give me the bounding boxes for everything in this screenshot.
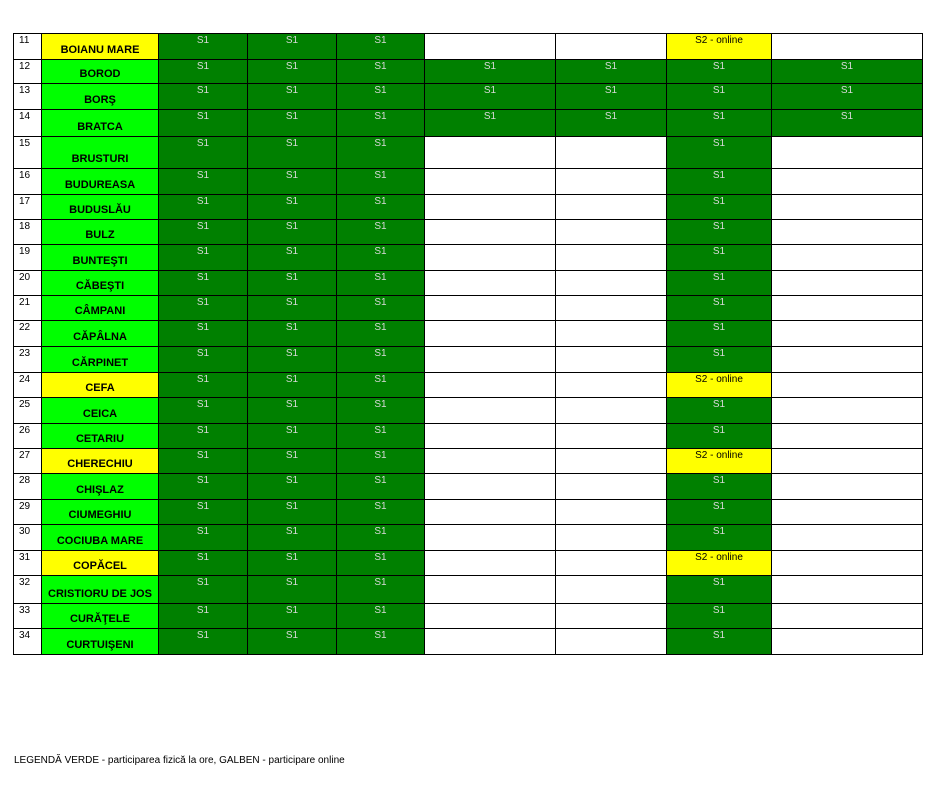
- session-cell: [425, 424, 556, 449]
- table-row: [14, 449, 923, 474]
- session-cell: S1: [337, 576, 425, 604]
- locality-name: CĂBEŞTI: [42, 271, 159, 296]
- session-cell: S1: [667, 347, 772, 373]
- session-cell: [425, 500, 556, 525]
- session-cell: S1: [159, 576, 248, 604]
- session-cell: S1: [337, 137, 425, 169]
- session-cell: [772, 604, 923, 629]
- session-cell: S1: [337, 525, 425, 551]
- locality-name: CURĂŢELE: [42, 604, 159, 629]
- session-cell: [425, 271, 556, 296]
- session-cell: [772, 321, 923, 347]
- table-row: [14, 137, 923, 169]
- session-cell: [556, 576, 667, 604]
- session-cell: S1: [337, 34, 425, 60]
- session-cell: S1: [159, 500, 248, 525]
- row-number: 11: [14, 34, 42, 60]
- session-cell: [772, 576, 923, 604]
- row-number: 28: [14, 474, 42, 500]
- session-cell: S1: [159, 296, 248, 321]
- session-cell: S1: [159, 525, 248, 551]
- session-cell: S1: [337, 604, 425, 629]
- session-cell: S1: [337, 110, 425, 137]
- session-cell: S1: [248, 84, 337, 110]
- table-row: [14, 84, 923, 110]
- session-cell: [772, 449, 923, 474]
- session-cell: S1: [159, 34, 248, 60]
- session-cell: S1: [772, 84, 923, 110]
- session-cell: S1: [248, 195, 337, 220]
- session-cell: S1: [248, 321, 337, 347]
- session-cell: S1: [248, 500, 337, 525]
- row-number: 16: [14, 169, 42, 195]
- session-cell: S1: [248, 220, 337, 245]
- session-cell: [425, 629, 556, 655]
- session-cell: [425, 347, 556, 373]
- table-row: [14, 169, 923, 195]
- table-row: [14, 576, 923, 604]
- row-number: 31: [14, 551, 42, 576]
- session-cell: S1: [248, 110, 337, 137]
- session-cell: S1: [248, 34, 337, 60]
- session-cell: [425, 220, 556, 245]
- session-cell: S1: [248, 398, 337, 424]
- session-cell: S1: [159, 245, 248, 271]
- locality-name: CIUMEGHIU: [42, 500, 159, 525]
- session-cell: S1: [248, 373, 337, 398]
- locality-name: BRUSTURI: [42, 137, 159, 169]
- session-cell: [556, 398, 667, 424]
- session-cell: [772, 398, 923, 424]
- session-cell: S1: [667, 245, 772, 271]
- session-cell: S1: [248, 137, 337, 169]
- session-cell: [556, 137, 667, 169]
- session-cell: S1: [667, 500, 772, 525]
- session-cell: S1: [159, 84, 248, 110]
- session-cell: S1: [337, 398, 425, 424]
- session-cell: [772, 373, 923, 398]
- session-cell: S2 - online: [667, 373, 772, 398]
- session-cell: [772, 347, 923, 373]
- session-cell: S1: [337, 245, 425, 271]
- session-cell: [556, 474, 667, 500]
- session-cell: S1: [337, 424, 425, 449]
- session-cell: S1: [337, 474, 425, 500]
- session-cell: S1: [248, 245, 337, 271]
- session-cell: S1: [667, 296, 772, 321]
- row-number: 15: [14, 137, 42, 169]
- session-cell: S2 - online: [667, 34, 772, 60]
- row-number: 23: [14, 347, 42, 373]
- session-cell: [772, 500, 923, 525]
- session-cell: [556, 245, 667, 271]
- session-cell: [425, 195, 556, 220]
- session-cell: S1: [667, 137, 772, 169]
- session-cell: S1: [772, 60, 923, 84]
- table-row: [14, 373, 923, 398]
- session-cell: S1: [667, 398, 772, 424]
- session-cell: S1: [425, 110, 556, 137]
- session-cell: [772, 424, 923, 449]
- session-cell: [425, 604, 556, 629]
- session-cell: [425, 551, 556, 576]
- session-cell: [425, 474, 556, 500]
- table-row: [14, 321, 923, 347]
- locality-name: CURTUIŞENI: [42, 629, 159, 655]
- table-row: [14, 110, 923, 137]
- session-cell: S1: [159, 474, 248, 500]
- session-cell: [556, 449, 667, 474]
- session-cell: S1: [159, 137, 248, 169]
- session-cell: [772, 169, 923, 195]
- table-row: [14, 604, 923, 629]
- session-cell: [556, 321, 667, 347]
- locality-name: COPĂCEL: [42, 551, 159, 576]
- session-cell: S1: [159, 110, 248, 137]
- session-cell: S1: [667, 84, 772, 110]
- session-cell: [425, 373, 556, 398]
- session-cell: [425, 34, 556, 60]
- locality-name: CHIŞLAZ: [42, 474, 159, 500]
- session-cell: S1: [667, 60, 772, 84]
- table-row: [14, 424, 923, 449]
- session-cell: S1: [337, 169, 425, 195]
- session-cell: [772, 195, 923, 220]
- locality-name: CĂPÂLNA: [42, 321, 159, 347]
- row-number: 13: [14, 84, 42, 110]
- table-row: [14, 220, 923, 245]
- session-cell: [772, 629, 923, 655]
- row-number: 22: [14, 321, 42, 347]
- table-row: [14, 347, 923, 373]
- row-number: 34: [14, 629, 42, 655]
- row-number: 27: [14, 449, 42, 474]
- session-cell: S1: [337, 84, 425, 110]
- session-cell: [772, 525, 923, 551]
- session-cell: [556, 271, 667, 296]
- session-cell: [772, 474, 923, 500]
- session-cell: [425, 137, 556, 169]
- session-cell: [556, 220, 667, 245]
- session-cell: S1: [425, 60, 556, 84]
- row-number: 19: [14, 245, 42, 271]
- table-row: [14, 629, 923, 655]
- row-number: 17: [14, 195, 42, 220]
- session-cell: [772, 34, 923, 60]
- locality-name: BRATCA: [42, 110, 159, 137]
- session-cell: S1: [159, 449, 248, 474]
- session-cell: [556, 551, 667, 576]
- session-cell: S1: [248, 296, 337, 321]
- session-cell: S1: [337, 373, 425, 398]
- table-row: [14, 551, 923, 576]
- table-row: [14, 525, 923, 551]
- session-cell: [772, 245, 923, 271]
- row-number: 32: [14, 576, 42, 604]
- locality-name: BOROD: [42, 60, 159, 84]
- session-cell: S1: [667, 604, 772, 629]
- table-row: [14, 398, 923, 424]
- session-cell: [425, 449, 556, 474]
- session-cell: S1: [159, 347, 248, 373]
- session-cell: S1: [667, 629, 772, 655]
- session-cell: S1: [772, 110, 923, 137]
- session-cell: [556, 34, 667, 60]
- session-cell: S1: [159, 629, 248, 655]
- session-cell: S1: [667, 525, 772, 551]
- session-cell: S1: [159, 220, 248, 245]
- session-cell: S1: [159, 604, 248, 629]
- session-cell: S1: [159, 398, 248, 424]
- session-cell: [556, 347, 667, 373]
- session-cell: [772, 271, 923, 296]
- row-number: 24: [14, 373, 42, 398]
- locality-name: CETARIU: [42, 424, 159, 449]
- session-cell: S1: [667, 195, 772, 220]
- table-row: [14, 60, 923, 84]
- session-cell: S1: [248, 347, 337, 373]
- session-cell: [425, 296, 556, 321]
- session-cell: [556, 169, 667, 195]
- session-cell: [425, 398, 556, 424]
- session-cell: [556, 500, 667, 525]
- locality-name: BUDUREASA: [42, 169, 159, 195]
- table-row: [14, 296, 923, 321]
- session-cell: S1: [556, 60, 667, 84]
- table-row: [14, 474, 923, 500]
- session-cell: S1: [248, 449, 337, 474]
- session-cell: [772, 220, 923, 245]
- row-number: 14: [14, 110, 42, 137]
- session-cell: S1: [248, 629, 337, 655]
- locality-name: CRISTIORU DE JOS: [42, 576, 159, 604]
- session-cell: S1: [337, 629, 425, 655]
- session-cell: S2 - online: [667, 449, 772, 474]
- session-cell: S1: [337, 500, 425, 525]
- session-cell: S1: [425, 84, 556, 110]
- session-cell: [772, 296, 923, 321]
- session-cell: S1: [556, 84, 667, 110]
- row-number: 21: [14, 296, 42, 321]
- locality-name: CÂMPANI: [42, 296, 159, 321]
- session-cell: [556, 195, 667, 220]
- table-row: [14, 500, 923, 525]
- table-row: [14, 34, 923, 60]
- row-number: 12: [14, 60, 42, 84]
- session-cell: [425, 576, 556, 604]
- session-cell: S1: [667, 110, 772, 137]
- locality-name: BUDUSLĂU: [42, 195, 159, 220]
- row-number: 33: [14, 604, 42, 629]
- session-cell: S1: [159, 551, 248, 576]
- session-cell: [772, 137, 923, 169]
- session-cell: S1: [248, 551, 337, 576]
- table-row: [14, 245, 923, 271]
- session-cell: S1: [667, 220, 772, 245]
- session-cell: [772, 551, 923, 576]
- session-cell: S1: [667, 576, 772, 604]
- attendance-table-body: [14, 34, 923, 655]
- session-cell: [425, 525, 556, 551]
- session-cell: [425, 321, 556, 347]
- session-cell: [556, 424, 667, 449]
- session-cell: S1: [248, 271, 337, 296]
- session-cell: S1: [667, 271, 772, 296]
- row-number: 30: [14, 525, 42, 551]
- session-cell: [556, 525, 667, 551]
- session-cell: S1: [337, 220, 425, 245]
- session-cell: [425, 245, 556, 271]
- locality-name: CEICA: [42, 398, 159, 424]
- row-number: 29: [14, 500, 42, 525]
- locality-name: CĂRPINET: [42, 347, 159, 373]
- table-row: [14, 271, 923, 296]
- row-number: 26: [14, 424, 42, 449]
- row-number: 25: [14, 398, 42, 424]
- session-cell: [425, 169, 556, 195]
- session-cell: [556, 373, 667, 398]
- session-cell: S1: [337, 551, 425, 576]
- row-number: 20: [14, 271, 42, 296]
- locality-name: BUNTEŞTI: [42, 245, 159, 271]
- row-number: 18: [14, 220, 42, 245]
- attendance-table: [13, 33, 923, 655]
- session-cell: S1: [248, 576, 337, 604]
- table-row: [14, 195, 923, 220]
- session-cell: S1: [556, 110, 667, 137]
- session-cell: S1: [337, 321, 425, 347]
- session-cell: S1: [337, 271, 425, 296]
- session-cell: S1: [667, 321, 772, 347]
- session-cell: S1: [248, 525, 337, 551]
- session-cell: S1: [248, 169, 337, 195]
- session-cell: S1: [337, 296, 425, 321]
- legend: LEGENDĂ VERDE - participarea fizică la ore, GALBEN - participare online: [14, 755, 345, 766]
- session-cell: [556, 629, 667, 655]
- locality-name: COCIUBA MARE: [42, 525, 159, 551]
- session-cell: S1: [159, 321, 248, 347]
- session-cell: S1: [337, 449, 425, 474]
- session-cell: S1: [159, 271, 248, 296]
- session-cell: S1: [667, 169, 772, 195]
- session-cell: S1: [248, 60, 337, 84]
- session-cell: S1: [248, 424, 337, 449]
- session-cell: S2 - online: [667, 551, 772, 576]
- session-cell: S1: [337, 195, 425, 220]
- session-cell: [556, 604, 667, 629]
- locality-name: BORŞ: [42, 84, 159, 110]
- locality-name: CEFA: [42, 373, 159, 398]
- session-cell: S1: [667, 424, 772, 449]
- session-cell: S1: [667, 474, 772, 500]
- locality-name: BULZ: [42, 220, 159, 245]
- session-cell: S1: [159, 60, 248, 84]
- locality-name: BOIANU MARE: [42, 34, 159, 60]
- locality-name: CHERECHIU: [42, 449, 159, 474]
- session-cell: S1: [337, 60, 425, 84]
- session-cell: S1: [248, 474, 337, 500]
- session-cell: S1: [248, 604, 337, 629]
- session-cell: S1: [159, 169, 248, 195]
- session-cell: S1: [159, 424, 248, 449]
- session-cell: S1: [159, 373, 248, 398]
- session-cell: S1: [337, 347, 425, 373]
- session-cell: S1: [159, 195, 248, 220]
- session-cell: [556, 296, 667, 321]
